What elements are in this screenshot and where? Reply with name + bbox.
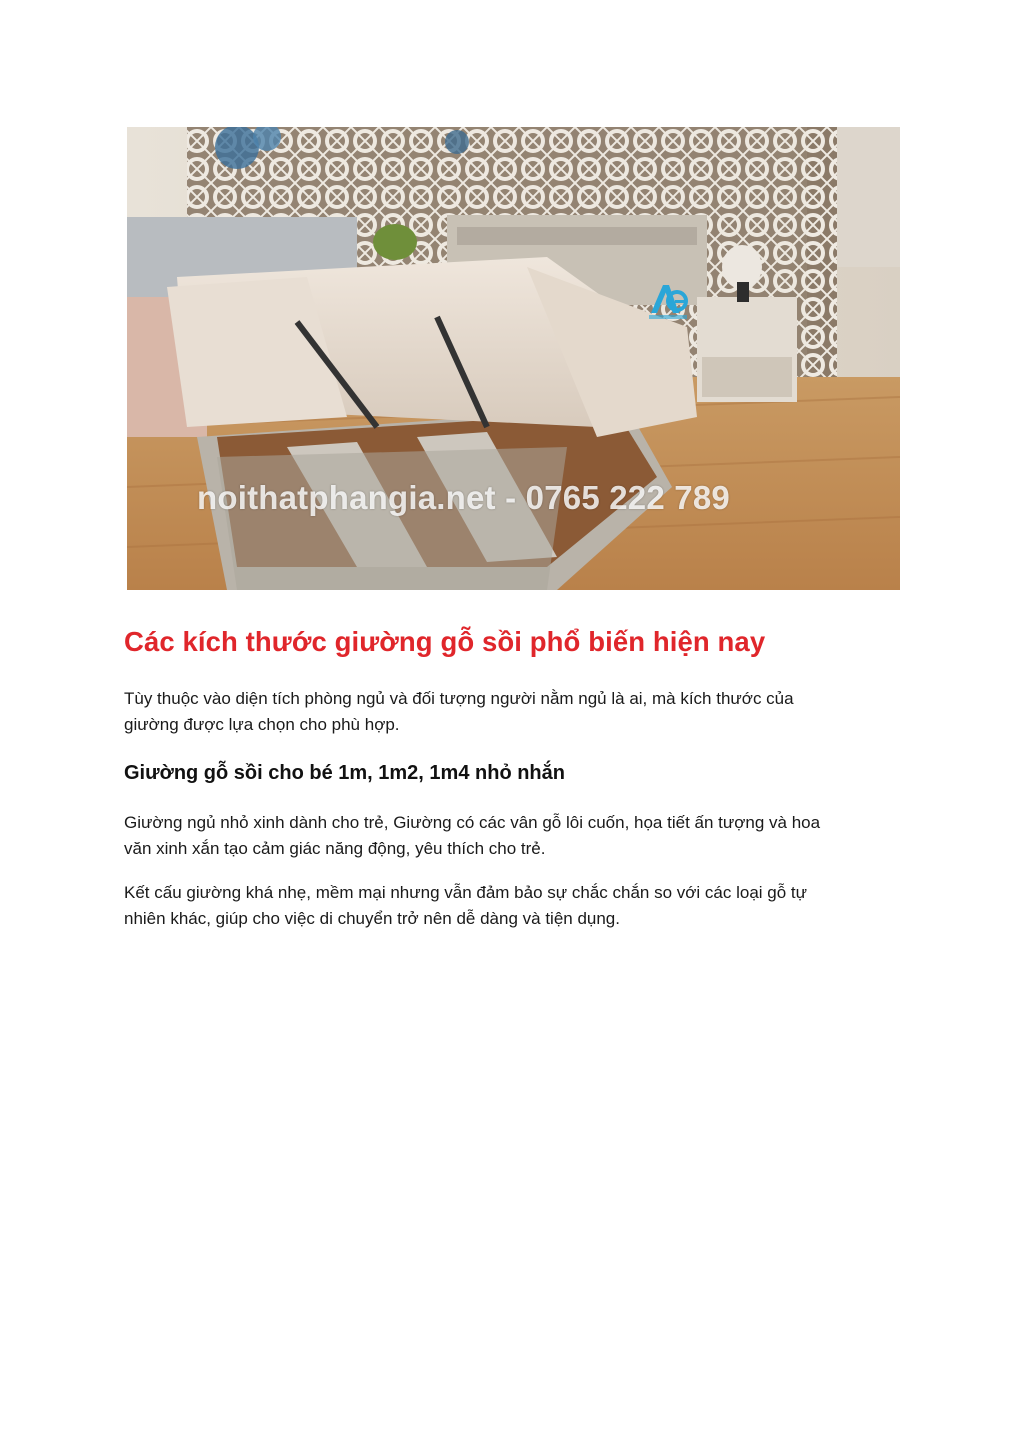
paragraph-1-line-2: văn xinh xắn tạo cảm giác năng động, yêu thích cho trẻ. [124,839,546,858]
bed-illustration [127,127,900,590]
paragraph-structure [124,880,904,932]
subsection-heading: Giường gỗ sồi cho bé 1m, 1m2, 1m4 nhỏ nhắn [124,762,565,784]
intro-line-2: giường được lựa chọn cho phù hợp. [124,715,400,734]
intro-line-1: Tùy thuộc vào diện tích phòng ngủ và đối tượng người nằm ngủ là ai, mà kích thước của [124,689,794,708]
section-heading: Các kích thước giường gỗ sồi phổ biến hiện nay [124,626,766,657]
paragraph-1-line-1: Giường ngủ nhỏ xinh dành cho trẻ, Giường có các vân gỗ lôi cuốn, họa tiết ấn tượng và hoa [124,813,821,832]
brand-logo [645,279,691,321]
paragraph-2-line-1: Kết cấu giường khá nhẹ, mềm mại nhưng vẫn đảm bảo sự chắc chắn so với các loại gỗ tự [124,883,808,902]
photo-watermark: noithatphangia.net - 0765 222 789 [197,479,730,516]
intro-paragraph [124,686,904,738]
paragraph-2-line-2: nhiên khác, giúp cho việc di chuyển trở nên dễ dàng và tiện dụng. [124,909,620,928]
bed-photo [127,127,900,590]
paragraph-kids-bed [124,810,904,862]
